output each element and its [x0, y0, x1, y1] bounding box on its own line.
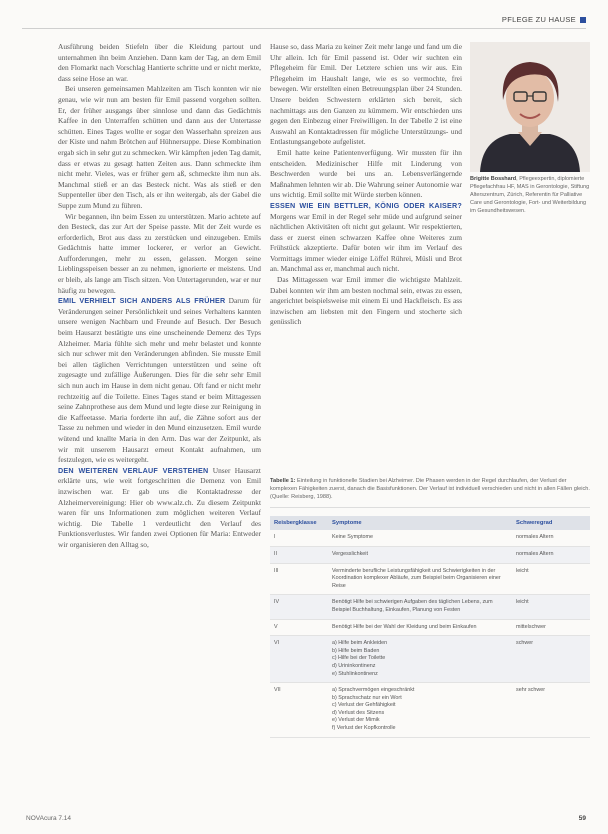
symptoms-cell: a) Hilfe beim Ankleiden b) Hilfe beim Baden c) Hilfe bei der Toilette d) Urininkontinenz e) Stuhlinkontinenz [328, 636, 512, 683]
stage-cell: I [270, 530, 328, 546]
table-row [270, 530, 590, 546]
caption-text: , Pflegeexpertin, diplomierte Pflegefachfrau HF, MAS in Gerontologie, Stiftung Alterszentrum, Zürich, Referentin für Palliative Care und Gerontologie, Fort- und Weiterbildung im Gesundheitswesen. [470, 176, 590, 214]
column-header: Schweregrad [512, 516, 590, 530]
column-header: Symptome [328, 516, 512, 530]
symptoms-cell: Vergesslichkeit [328, 546, 512, 563]
footer-publication: NOVAcura 7.14 [26, 815, 72, 822]
paragraph: Bei unseren gemeinsamen Mahlzeiten am Tisch konnten wir nie genau, wie wir nun am besten für Emil passend vorgehen sollten. Er, der früher ausgangs über sinnlose und dann das Gedächtnis Kaffee in den Unterraffen schütten und dann aus der Untertasse schütten. Eines Tages wollte er sogar den Wasserhahn spreizen aus der Kiste und nahm Brötchen auf Hühnersuppe. Diese Kombination ergab sich in sehr gut zu schmecken. Wir kämpften jeden Tag damit, dass er etwas zu gesagt hatten Zeiten aus. Dann schmeckte ihm nicht mehr. Vieles, was er früher gern aß, schmeckte ihm nun als. Manchmal stieß er an das Besteck nicht. Was als stieß er den Suppenteller über den Tisch, als er ihn weitergab, als der Gabel die Suppe zum Mund zu führen. [58, 84, 261, 210]
severity-cell: leicht [512, 563, 590, 595]
table-row [270, 636, 590, 683]
paragraph-with-subheading [58, 466, 261, 551]
paragraph: Das Mittagessen war Emil immer die wichtigste Mahlzeit. Dabei konnten wir ihm am besten nochmal sein, etwas zu essen, angerichtet beispielsweise mit einem Ei und Hackfleisch. Es ass inzwischen am liebsten mit den Fingern und stocherte sich genüsslich [270, 275, 462, 327]
portrait-image [470, 42, 590, 172]
table-caption [270, 478, 590, 508]
column-header: Reisbergklasse [270, 516, 328, 530]
symptoms-cell: Benötigt Hilfe bei schwierigen Aufgaben des täglichen Lebens, zum Beispiel Buchhaltung, Einkaufen, Planung von Festen [328, 595, 512, 619]
paragraph-text: Unser Hausarzt erklärte uns, wie weit fortgeschritten die Demenz von Emil inzwischen war. Er gab uns die Kontaktadresse der Alzheimervereinigung: Hier ob www.alz.ch. Zu diesem Zeitpunkt waren für uns Informationen zum möglichen weiteren Verlauf wichtig. Die Tabelle 1 verdeutlicht den Verlauf des Funktionsverlustes. Wir fanden zwei Optionen für Maria: Entweder wir organisieren den Alltag so, [58, 465, 261, 549]
section-marker-icon [580, 17, 586, 23]
severity-cell: mittelschwer [512, 619, 590, 636]
table-row [270, 595, 590, 619]
paragraph-text: Darum für Veränderungen seiner Persönlichkeit und seines Verhaltens kannten unsere wenigen Nachbarn und Freunde auf Besuch. Der Besuch beim Hausarzt bestätigte uns eine unscheinende Demenz des Typs Alzheimer. Maria fühlte sich mehr und mehr belastet und konnte sich nur schwer mit den Veränderungen abfinden. Sie musste Emil bei allen täglichen Verrichtungen unterstützen und seine oft zugesagte und zufällige Äußerungen. Dies für die sehr sehr Emil sich nun auch im Hause in dem nicht genau. Oft fand er nicht mehr rechtzeitig auf die Toilette. Eines Tages stand er beim Mittagessen seine Zahnprothese aus dem Mund und legte diese zur Reinigung in die Kaffeetasse. Maria forderte ihn auf, die Zähne sofort aus der Tasse zu nehmen und wieder in den Mund einzusetzen. Emil wurde wütend und knallte Maria in den Arm. Das war der Zeitpunkt, als wir mit unserem Hausarzt erneut Kontakt aufnahmen, um festzulegen, wie es weitergeht. [58, 296, 261, 465]
table-row [270, 563, 590, 595]
paragraph: Wir begannen, ihn beim Essen zu unterstützen. Mario achtete auf den Besteck, das zur Art der Speise passte. Mit der Zeit wurde es erforderlich, Brot aus dass zu zerstücken und einzugeben. Emils Gedächtnis hatte immer lockerer, er verlor an Gewicht. Aufforderungen, mehr zu essen, gelassen. Morgen seine Lieblingsspeisen besser an zu nehmen, ignorierte er meistens. Und er bleib, als lange am Tisch sitzen. Von Untertagerunden, war er nur häufig zu bewegen. [58, 211, 261, 295]
caption-name: Brigitte Bosshard [470, 176, 517, 182]
section-header [502, 15, 586, 24]
author-portrait [470, 42, 590, 172]
table-row [270, 546, 590, 563]
header-rule [22, 28, 586, 29]
table-body [270, 530, 590, 737]
subheading: EMIL VERHIELT SICH ANDERS ALS FRÜHER [58, 296, 226, 306]
table-header-row [270, 516, 590, 530]
table-caption-label: Tabelle 1: [270, 478, 296, 484]
symptoms-cell: Keine Symptome [328, 530, 512, 546]
severity-cell: sehr schwer [512, 683, 590, 738]
paragraph-with-subheading [270, 201, 462, 275]
stage-cell: IV [270, 595, 328, 619]
stage-cell: VII [270, 683, 328, 738]
section-title: PFLEGE ZU HAUSE [501, 15, 576, 24]
symptoms-cell: Benötigt Hilfe bei der Wahl der Kleidung und beim Einkaufen [328, 619, 512, 636]
symptoms-cell: Verminderte berufliche Leistungsfähigkeit und Schwierigkeiten in der Koordination komplexer Abläufe, zum Beispiel beim Organisieren einer Reise [328, 563, 512, 595]
paragraph-text: Morgens war Emil in der Regel sehr müde und aufgrund seiner nächtlichen Aktivitäten oft nicht gut gelaunt. Wir respektierten, dass er zuerst einen schwarzen Kaffee ohne Weiteres zum Frühstück akzeptierte. Dafür boten wir ihm im Verlauf des Vormittags immer wieder einige Löffel Rührei, Müsli und Brot an. Manchmal ass er, manchmal auch nicht. [270, 211, 462, 274]
table-row [270, 619, 590, 636]
table-row [270, 683, 590, 738]
paragraph: Hause so, dass Maria zu keiner Zeit mehr lange und fand um die Uhr allein. Ich für Emil passend ist. Oder wir suchten ein Pflegeheim für Emil. Der Letztere schien uns wir aus. Ein Pflegeheim im Haushalt lange, wie es so vermochte, frei bewegen. Wir erstellten einen Betreuungsplan über 24 Stunden. Unsere beiden Schwestern erklärten sich bereit, sich nachmittags aus den Ganzen zu kümmern. Wir entschieden uns gegen den Einbezug einer Freiwilligen. In der Tabelle 2 ist eine Auswahl an Kontaktadressen für mögliche Unterstützungs- und Entlastungsangebote aufgelistet. [270, 42, 462, 147]
stage-cell: II [270, 546, 328, 563]
article-column-2 [270, 42, 462, 328]
subheading: ESSEN WIE EIN BETTLER, KÖNIG ODER KAISER? [270, 200, 462, 210]
symptoms-cell: a) Sprachvermögen eingeschränkt b) Sprachschatz nur ein Wort c) Verlust der Gehfähigkeit d) Verlust des Sitzens e) Verlust der Mimik f) Verlust der Kopfkontrolle [328, 683, 512, 738]
stage-cell: III [270, 563, 328, 595]
paragraph-with-subheading [58, 296, 261, 466]
severity-cell: schwer [512, 636, 590, 683]
severity-cell: normales Altern [512, 546, 590, 563]
stage-cell: V [270, 619, 328, 636]
article-column-1 [58, 42, 261, 551]
table-caption-text: Einteilung in funktionelle Stadien bei Alzheimer. Die Phasen werden in der Regel durchlaufen, der Verlust der komplexen Fähigkeiten zuerst, danach die Basisfunktionen. Der Verlauf ist individuell verschieden und nicht in allen Fällen gleich. (Quelle: Reisberg, 1988). [270, 478, 590, 500]
paragraph: Ausführung beiden Stiefeln über die Kleidung partout und unternahmen ihn beim Anziehen. Dann kam der Tag, an dem Emil den Flomarkt nach Vorschlag Hantierte schritte und er nicht merkte, dass seine Hose an war. [58, 42, 261, 83]
severity-cell: normales Altern [512, 530, 590, 546]
portrait-caption [470, 175, 590, 215]
stage-cell: VI [270, 636, 328, 683]
paragraph: Emil hatte keine Patientenverfügung. Wir mussten für ihn entscheiden. Medizinischer Hilfe mit Linderung von Beschwerden wurde bei uns an. Lebensverlängernde Maßnahmen lehnten wir ab. Die Wahrung seiner Autonomie war uns wichtig. Emil sollte mit Würde sterben können. [270, 147, 462, 200]
table-section [270, 478, 590, 738]
subheading: DEN WEITEREN VERLAUF VERSTEHEN [58, 465, 209, 475]
stages-table [270, 516, 590, 737]
page-number: 59 [578, 815, 586, 822]
severity-cell: leicht [512, 595, 590, 619]
